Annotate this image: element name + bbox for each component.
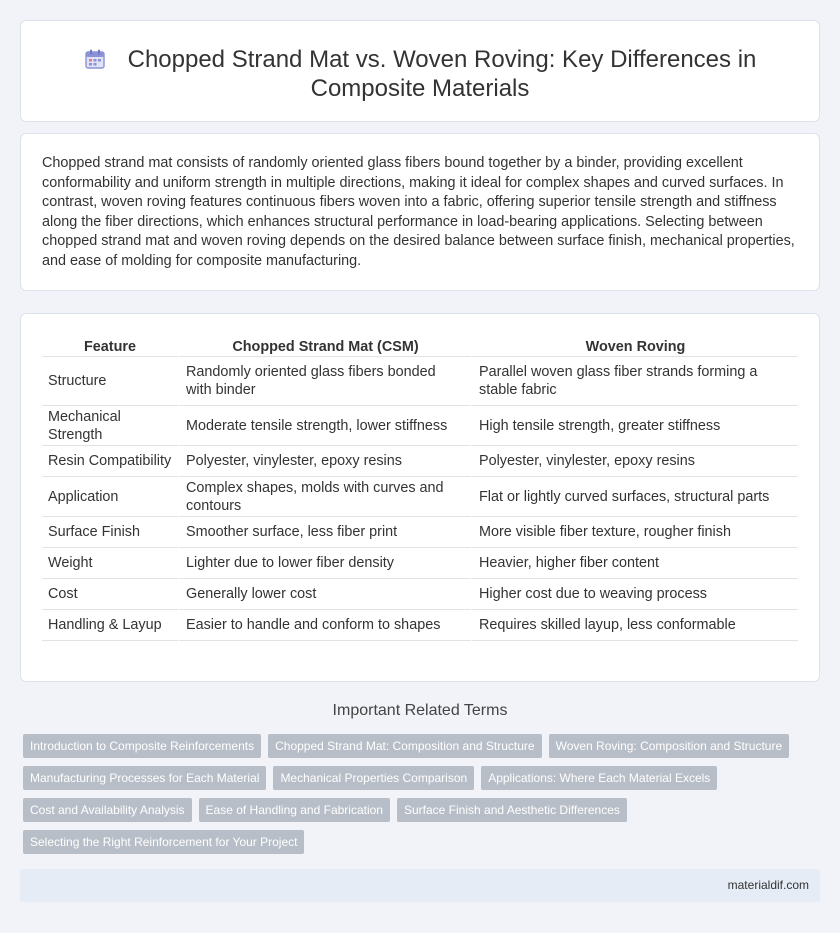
related-term-tag[interactable]: Ease of Handling and Fabrication	[199, 798, 390, 822]
table-row	[42, 579, 798, 610]
header-feature: Feature	[42, 335, 178, 357]
cell-csm: Complex shapes, molds with curves and contours	[178, 477, 471, 517]
cell-woven-roving: Flat or lightly curved surfaces, structural parts	[471, 477, 798, 517]
related-term-tag[interactable]: Manufacturing Processes for Each Material	[23, 766, 266, 790]
table-row	[42, 357, 798, 406]
cell-feature: Surface Finish	[42, 517, 178, 548]
cell-csm: Randomly oriented glass fibers bonded with binder	[178, 357, 471, 406]
page-title-line2: Composite Materials	[310, 75, 530, 102]
intro-paragraph: Chopped strand mat consists of randomly oriented glass fibers bound together by a binder, providing excellent conformability and uniform strength in multiple directions, making it ideal for complex shapes and curved surfaces. In contrast, woven roving features continuous fibers woven into a fabric, offering superior tensile strength and stiffness along the fiber directions, which enhances structural performance in load-bearing applications. Selecting between chopped strand mat and woven roving depends on the desired balance between surface finish, mechanical properties, and ease of molding for composite manufacturing.	[42, 155, 795, 269]
title-card	[20, 20, 820, 122]
cell-feature: Mechanical Strength	[42, 406, 178, 446]
cell-feature: Handling & Layup	[42, 610, 178, 641]
header-csm: Chopped Strand Mat (CSM)	[178, 335, 471, 357]
related-term-tag[interactable]: Introduction to Composite Reinforcements	[23, 734, 261, 758]
comparison-card	[20, 313, 820, 682]
table-row	[42, 446, 798, 477]
table-body	[42, 357, 798, 641]
footer	[20, 869, 820, 902]
related-term-tag[interactable]: Cost and Availability Analysis	[23, 798, 192, 822]
intro-card	[20, 133, 820, 291]
related-term-tag[interactable]: Woven Roving: Composition and Structure	[549, 734, 790, 758]
cell-csm: Generally lower cost	[178, 579, 471, 610]
related-term-tag[interactable]: Surface Finish and Aesthetic Differences	[397, 798, 627, 822]
calendar-icon	[84, 48, 106, 70]
related-term-tag[interactable]: Chopped Strand Mat: Composition and Structure	[268, 734, 541, 758]
cell-csm: Lighter due to lower fiber density	[178, 548, 471, 579]
related-term-tag[interactable]: Selecting the Right Reinforcement for Your Project	[23, 830, 304, 854]
cell-feature: Cost	[42, 579, 178, 610]
table-row	[42, 548, 798, 579]
cell-csm: Polyester, vinylester, epoxy resins	[178, 446, 471, 477]
table-row	[42, 610, 798, 641]
footer-site[interactable]: materialdif.com	[727, 878, 809, 892]
cell-feature: Application	[42, 477, 178, 517]
cell-feature: Weight	[42, 548, 178, 579]
related-term-tag[interactable]: Applications: Where Each Material Excels	[481, 766, 717, 790]
cell-csm: Moderate tensile strength, lower stiffness	[178, 406, 471, 446]
cell-feature: Resin Compatibility	[42, 446, 178, 477]
cell-woven-roving: More visible fiber texture, rougher finish	[471, 517, 798, 548]
cell-woven-roving: Heavier, higher fiber content	[471, 548, 798, 579]
related-term-tag[interactable]: Mechanical Properties Comparison	[273, 766, 474, 790]
related-terms-heading: Important Related Terms	[332, 702, 508, 719]
header-woven-roving: Woven Roving	[471, 335, 798, 357]
page-title-line1: Chopped Strand Mat vs. Woven Roving: Key Differences in	[127, 46, 757, 73]
table-row	[42, 517, 798, 548]
cell-woven-roving: Parallel woven glass fiber strands forming a stable fabric	[471, 357, 798, 406]
page-title	[21, 45, 819, 103]
cell-woven-roving: Requires skilled layup, less conformable	[471, 610, 798, 641]
comparison-table	[42, 335, 798, 641]
cell-woven-roving: High tensile strength, greater stiffness	[471, 406, 798, 446]
cell-csm: Smoother surface, less fiber print	[178, 517, 471, 548]
related-terms-list	[23, 734, 803, 854]
cell-woven-roving: Higher cost due to weaving process	[471, 579, 798, 610]
table-header-row	[42, 335, 798, 357]
cell-csm: Easier to handle and conform to shapes	[178, 610, 471, 641]
table-row	[42, 477, 798, 517]
table-row	[42, 406, 798, 446]
cell-woven-roving: Polyester, vinylester, epoxy resins	[471, 446, 798, 477]
cell-feature: Structure	[42, 357, 178, 406]
